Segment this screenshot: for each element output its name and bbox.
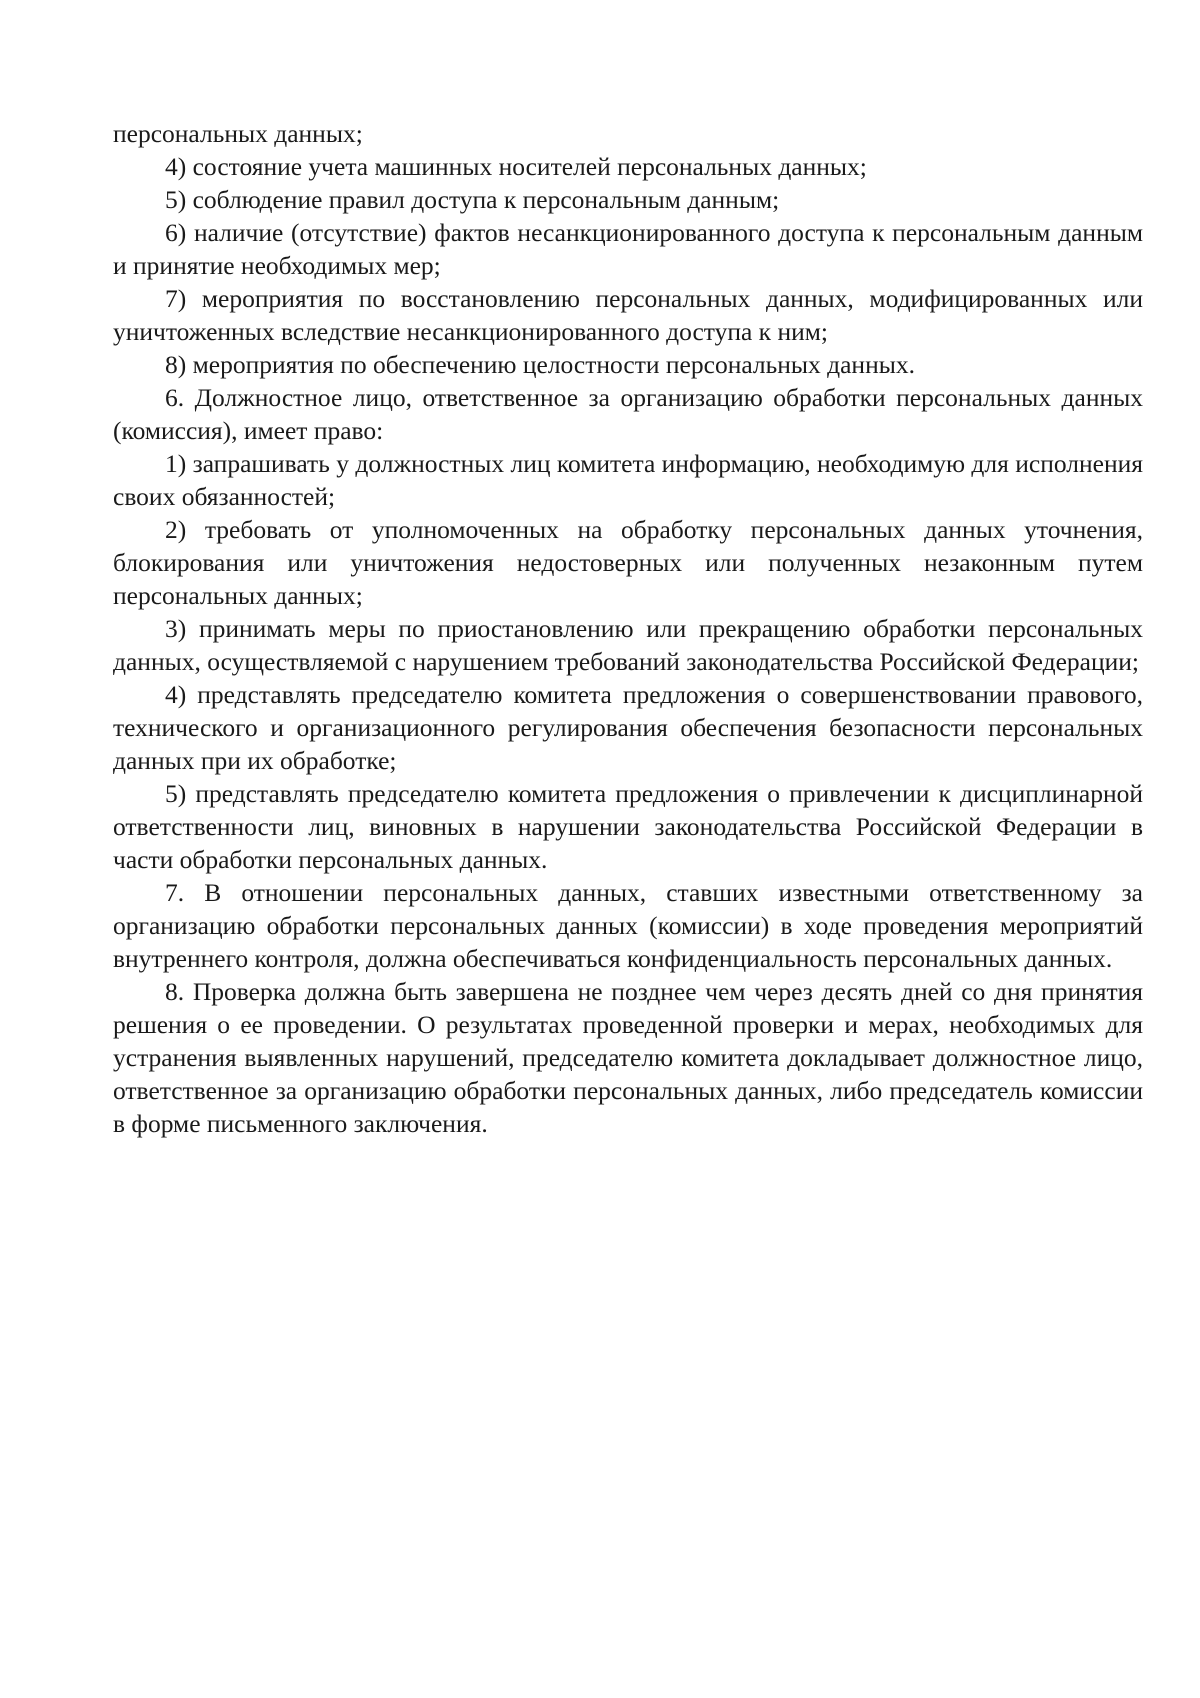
section-7-confidentiality: 7. В отношении персональных данных, ставших известными ответственному за организацию обработки персональных данных (комиссии) в ходе проведения мероприятий внутреннего контроля, должна обеспечиваться конфиденциальность персональных данных. xyxy=(113,878,1143,973)
document-body xyxy=(113,117,1143,1140)
right-1-request-info: 1) запрашивать у должностных лиц комитета информацию, необходимую для исполнения своих обязанностей; xyxy=(113,449,1143,511)
list-item-4-media-accounting: 4) состояние учета машинных носителей персональных данных; xyxy=(165,152,867,181)
section-6-rights: 6. Должностное лицо, ответственное за организацию обработки персональных данных (комиссия), имеет право: xyxy=(113,383,1143,445)
list-item-6-unauthorized-access: 6) наличие (отсутствие) фактов несанкционированного доступа к персональным данным и принятие необходимых мер; xyxy=(113,218,1143,280)
list-item-7-data-recovery: 7) мероприятия по восстановлению персональных данных, модифицированных или уничтоженных вследствие несанкционированного доступа к ним; xyxy=(113,284,1143,346)
right-3-suspend-processing: 3) принимать меры по приостановлению или прекращению обработки персональных данных, осуществляемой с нарушением требований законодательства Российской Федерации; xyxy=(113,614,1143,676)
right-5-disciplinary-proposals: 5) представлять председателю комитета предложения о привлечении к дисциплинарной ответственности лиц, виновных в нарушении законодательства Российской Федерации в части обработки персональных данных. xyxy=(113,779,1143,874)
right-4-improvement-proposals: 4) представлять председателю комитета предложения о совершенствовании правового, технического и организационного регулирования обеспечения безопасности персональных данных при их обработке; xyxy=(113,680,1143,775)
paragraph-continuation: персональных данных; xyxy=(113,119,363,148)
list-item-8-data-integrity: 8) мероприятия по обеспечению целостности персональных данных. xyxy=(165,350,915,379)
right-2-demand-correction: 2) требовать от уполномоченных на обработку персональных данных уточнения, блокирования или уничтожения недостоверных или полученных незаконным путем персональных данных; xyxy=(113,515,1143,610)
section-8-inspection-completion: 8. Проверка должна быть завершена не позднее чем через десять дней со дня принятия решения о ее проведении. О результатах проведенной проверки и мерах, необходимых для устранения выявленных нарушений, председателю комитета докладывает должностное лицо, ответственное за организацию обработки персональных данных, либо председатель комиссии в форме письменного заключения. xyxy=(113,977,1143,1138)
list-item-5-access-rules: 5) соблюдение правил доступа к персональным данным; xyxy=(165,185,780,214)
